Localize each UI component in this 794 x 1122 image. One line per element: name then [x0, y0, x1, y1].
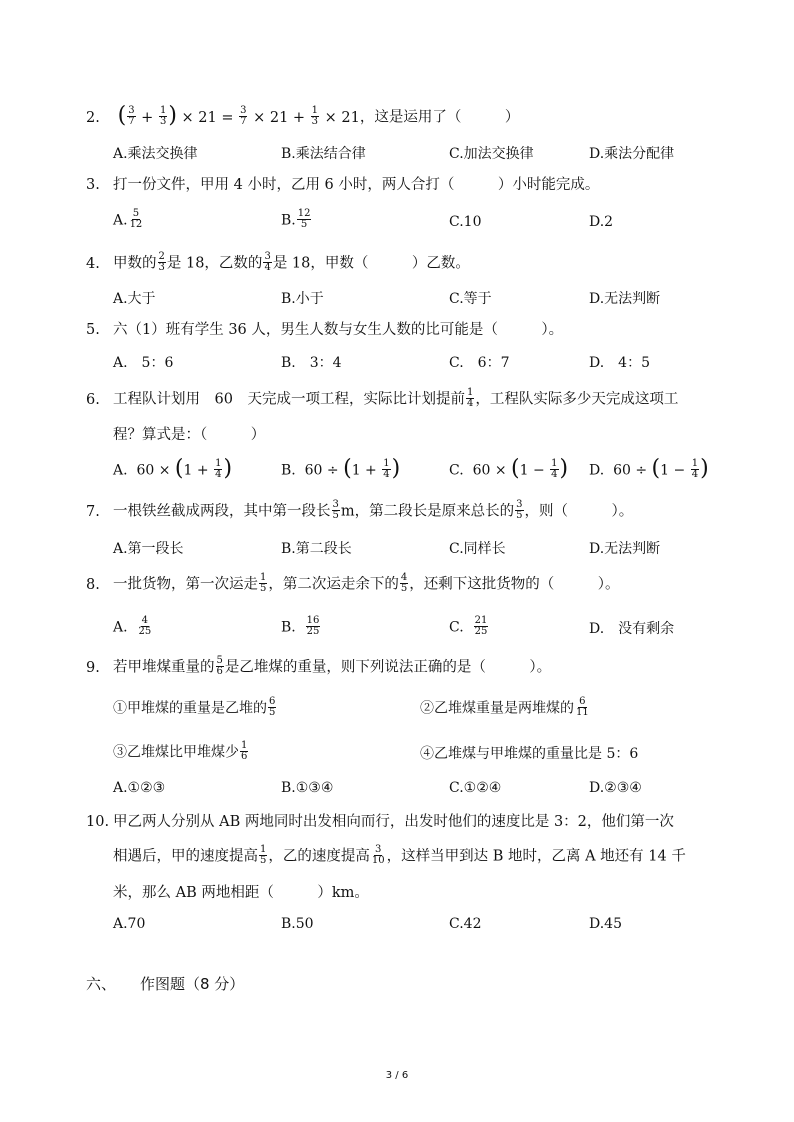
- option-c[interactable]: C.10: [449, 214, 482, 230]
- statement-4: ④乙堆煤与甲堆煤的重量比是 5：6: [420, 746, 639, 762]
- question-6-line2: 程？算式是：（ ）: [113, 427, 266, 443]
- option-c[interactable]: C.同样长: [449, 541, 506, 557]
- question-8: 8. 一批货物，第一次运走 $\frac{1}{5}$ ，第二次运走余下的 $\frac{4}{5}$ ，还剩下这批货物的（ ）。: [86, 572, 620, 594]
- option-b[interactable]: B.①③④: [281, 780, 334, 796]
- option-a[interactable]: A.乘法交换律: [113, 146, 198, 162]
- question-2: [86, 102, 726, 128]
- option-d[interactable]: D.无法判断: [589, 291, 661, 307]
- question-10-line3: 米，那么 AB 两地相距（ ）km。: [113, 885, 369, 901]
- option-c[interactable]: C. $\frac{21}{25}$: [449, 615, 488, 637]
- option-b[interactable]: B. 3：4: [281, 355, 342, 371]
- option-d[interactable]: D.45: [589, 916, 622, 932]
- option-d[interactable]: D. 没有剩余: [589, 621, 675, 637]
- option-a[interactable]: A.第一段长: [113, 541, 184, 557]
- question-number: 7.: [86, 503, 100, 520]
- question-5: [86, 320, 726, 340]
- option-c[interactable]: C.42: [449, 916, 482, 932]
- question-text: 打一份文件，甲用 4 小时，乙用 6 小时，两人合打（ ）小时能完成。: [113, 177, 600, 193]
- option-c[interactable]: C. 6：7: [449, 355, 510, 371]
- option-b[interactable]: B.第二段长: [281, 541, 352, 557]
- option-b[interactable]: B.小于: [281, 291, 324, 307]
- question-6: 6. 工程队计划用 60 天完成一项工程，实际比计划提前 $\frac{1}{4}$ ，工程队实际多少天完成这项工: [86, 387, 679, 409]
- question-4: 4. 甲数的 $\frac{2}{3}$ 是 18，乙数的 $\frac{3}{4}$ 是 18，甲数（ ）乙数。: [86, 251, 470, 273]
- option-b[interactable]: B.乘法结合律: [281, 146, 366, 162]
- option-b[interactable]: B.50: [281, 916, 314, 932]
- question-number: 9.: [86, 659, 100, 676]
- question-number: 6.: [86, 391, 100, 408]
- option-a[interactable]: A. $\frac{5}{12}$: [113, 208, 143, 230]
- option-d[interactable]: D.2: [589, 214, 614, 230]
- question-9: 9. 若甲堆煤重量的 $\frac{5}{6}$ 是乙堆煤的重量，则下列说法正确的是（ ）。: [86, 655, 552, 677]
- section-heading: [86, 973, 244, 994]
- option-a[interactable]: A.大于: [113, 291, 156, 307]
- question-number: 4.: [86, 255, 100, 272]
- question-number: 3.: [86, 177, 100, 193]
- option-b[interactable]: B. 60 ÷ (1 + $\frac{1}{4}$ ): [281, 455, 401, 481]
- option-a[interactable]: A. $\frac{4}{25}$: [113, 615, 152, 637]
- option-d[interactable]: D. 4：5: [589, 355, 650, 371]
- formula: ( $\frac{3}{7}$ + $\frac{1}{3}$ ) × 21 = $\frac{3}{7}$ × 21 + $\frac{1}{3}$ × 21: [117, 102, 360, 128]
- question-number: 5.: [86, 322, 100, 338]
- option-a[interactable]: A. 60 × (1 + $\frac{1}{4}$ ): [113, 455, 233, 481]
- section-number: 六、: [86, 975, 117, 993]
- option-c[interactable]: C. 60 × (1 − $\frac{1}{4}$ ): [449, 455, 569, 481]
- option-b[interactable]: B. $\frac{16}{25}$: [281, 615, 320, 637]
- option-d[interactable]: D.②③④: [589, 780, 642, 796]
- option-c[interactable]: C.加法交换律: [449, 146, 534, 162]
- section-title: 作图题（8 分）: [140, 975, 245, 993]
- statement-1: ①甲堆煤的重量是乙堆的 $\frac{6}{5}$: [113, 696, 276, 718]
- option-a[interactable]: A.①②③: [113, 780, 166, 796]
- option-a[interactable]: A. 5：6: [113, 355, 174, 371]
- page-number: 3 / 6: [385, 1070, 409, 1081]
- statement-2: ②乙堆煤重量是两堆煤的 $\frac{6}{11}$: [420, 696, 589, 718]
- option-d[interactable]: D.无法判断: [589, 541, 661, 557]
- option-a[interactable]: A.70: [113, 916, 146, 932]
- question-number: 2.: [86, 109, 100, 126]
- option-d[interactable]: D. 60 ÷ (1 − $\frac{1}{4}$ ): [589, 455, 709, 481]
- question-3: [86, 175, 726, 195]
- question-number: 8.: [86, 576, 100, 593]
- statement-3: ③乙堆煤比甲堆煤少 $\frac{1}{6}$: [113, 740, 248, 762]
- question-10-line2: 相遇后，甲的速度提高 $\frac{1}{5}$ ，乙的速度提高 $\frac{3}{10}$ ，这样当甲到达 B 地时，乙离 A 地还有 14 千: [113, 844, 686, 866]
- option-c[interactable]: C.①②④: [449, 780, 502, 796]
- question-text: ，这是运用了（ ）: [359, 109, 520, 126]
- option-d[interactable]: D.乘法分配律: [589, 146, 675, 162]
- question-number: 10.: [86, 814, 110, 830]
- question-7: 7. 一根铁丝截成两段，其中第一段长 $\frac{3}{5}$ m，第二段长是原来总长的 $\frac{3}{5}$ ，则（ ）。: [86, 499, 634, 521]
- question-10: 10. 甲乙两人分别从 AB 两地同时出发相向而行，出发时他们的速度比是 3：2，他们第一次: [86, 814, 674, 830]
- option-c[interactable]: C.等于: [449, 291, 492, 307]
- option-b[interactable]: B. $\frac{12}{5}$: [281, 208, 311, 230]
- question-text: 六（1）班有学生 36 人，男生人数与女生人数的比可能是（ ）。: [113, 322, 564, 338]
